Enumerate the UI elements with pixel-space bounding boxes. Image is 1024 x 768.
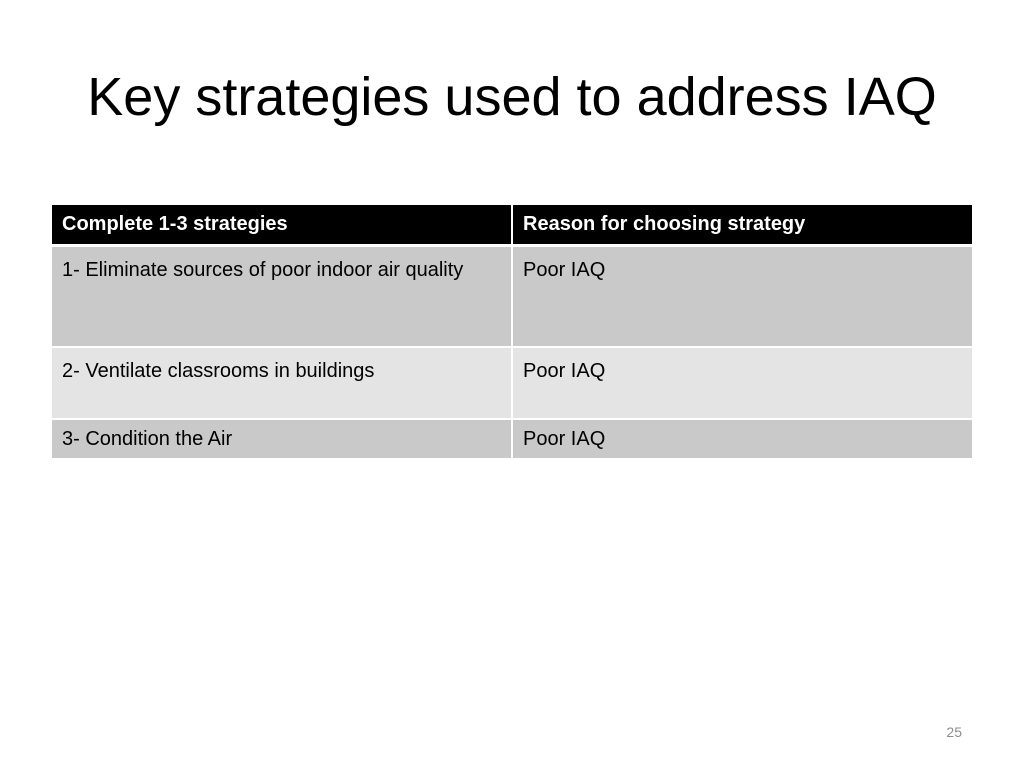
reason-cell: Poor IAQ: [512, 245, 972, 347]
strategy-cell: 3- Condition the Air: [52, 419, 512, 459]
reason-cell: Poor IAQ: [512, 347, 972, 419]
table-row: [52, 245, 972, 347]
table-header-row: [52, 205, 972, 245]
table-row: [52, 419, 972, 459]
slide-number: 25: [946, 724, 962, 740]
strategy-table: [52, 205, 972, 460]
table-row: [52, 347, 972, 419]
column-header-strategies: Complete 1-3 strategies: [52, 205, 512, 245]
column-header-reason: Reason for choosing strategy: [512, 205, 972, 245]
slide-title: Key strategies used to address IAQ: [87, 67, 937, 127]
strategy-cell: 2- Ventilate classrooms in buildings: [52, 347, 512, 419]
strategy-cell: 1- Eliminate sources of poor indoor air quality: [52, 245, 512, 347]
reason-cell: Poor IAQ: [512, 419, 972, 459]
